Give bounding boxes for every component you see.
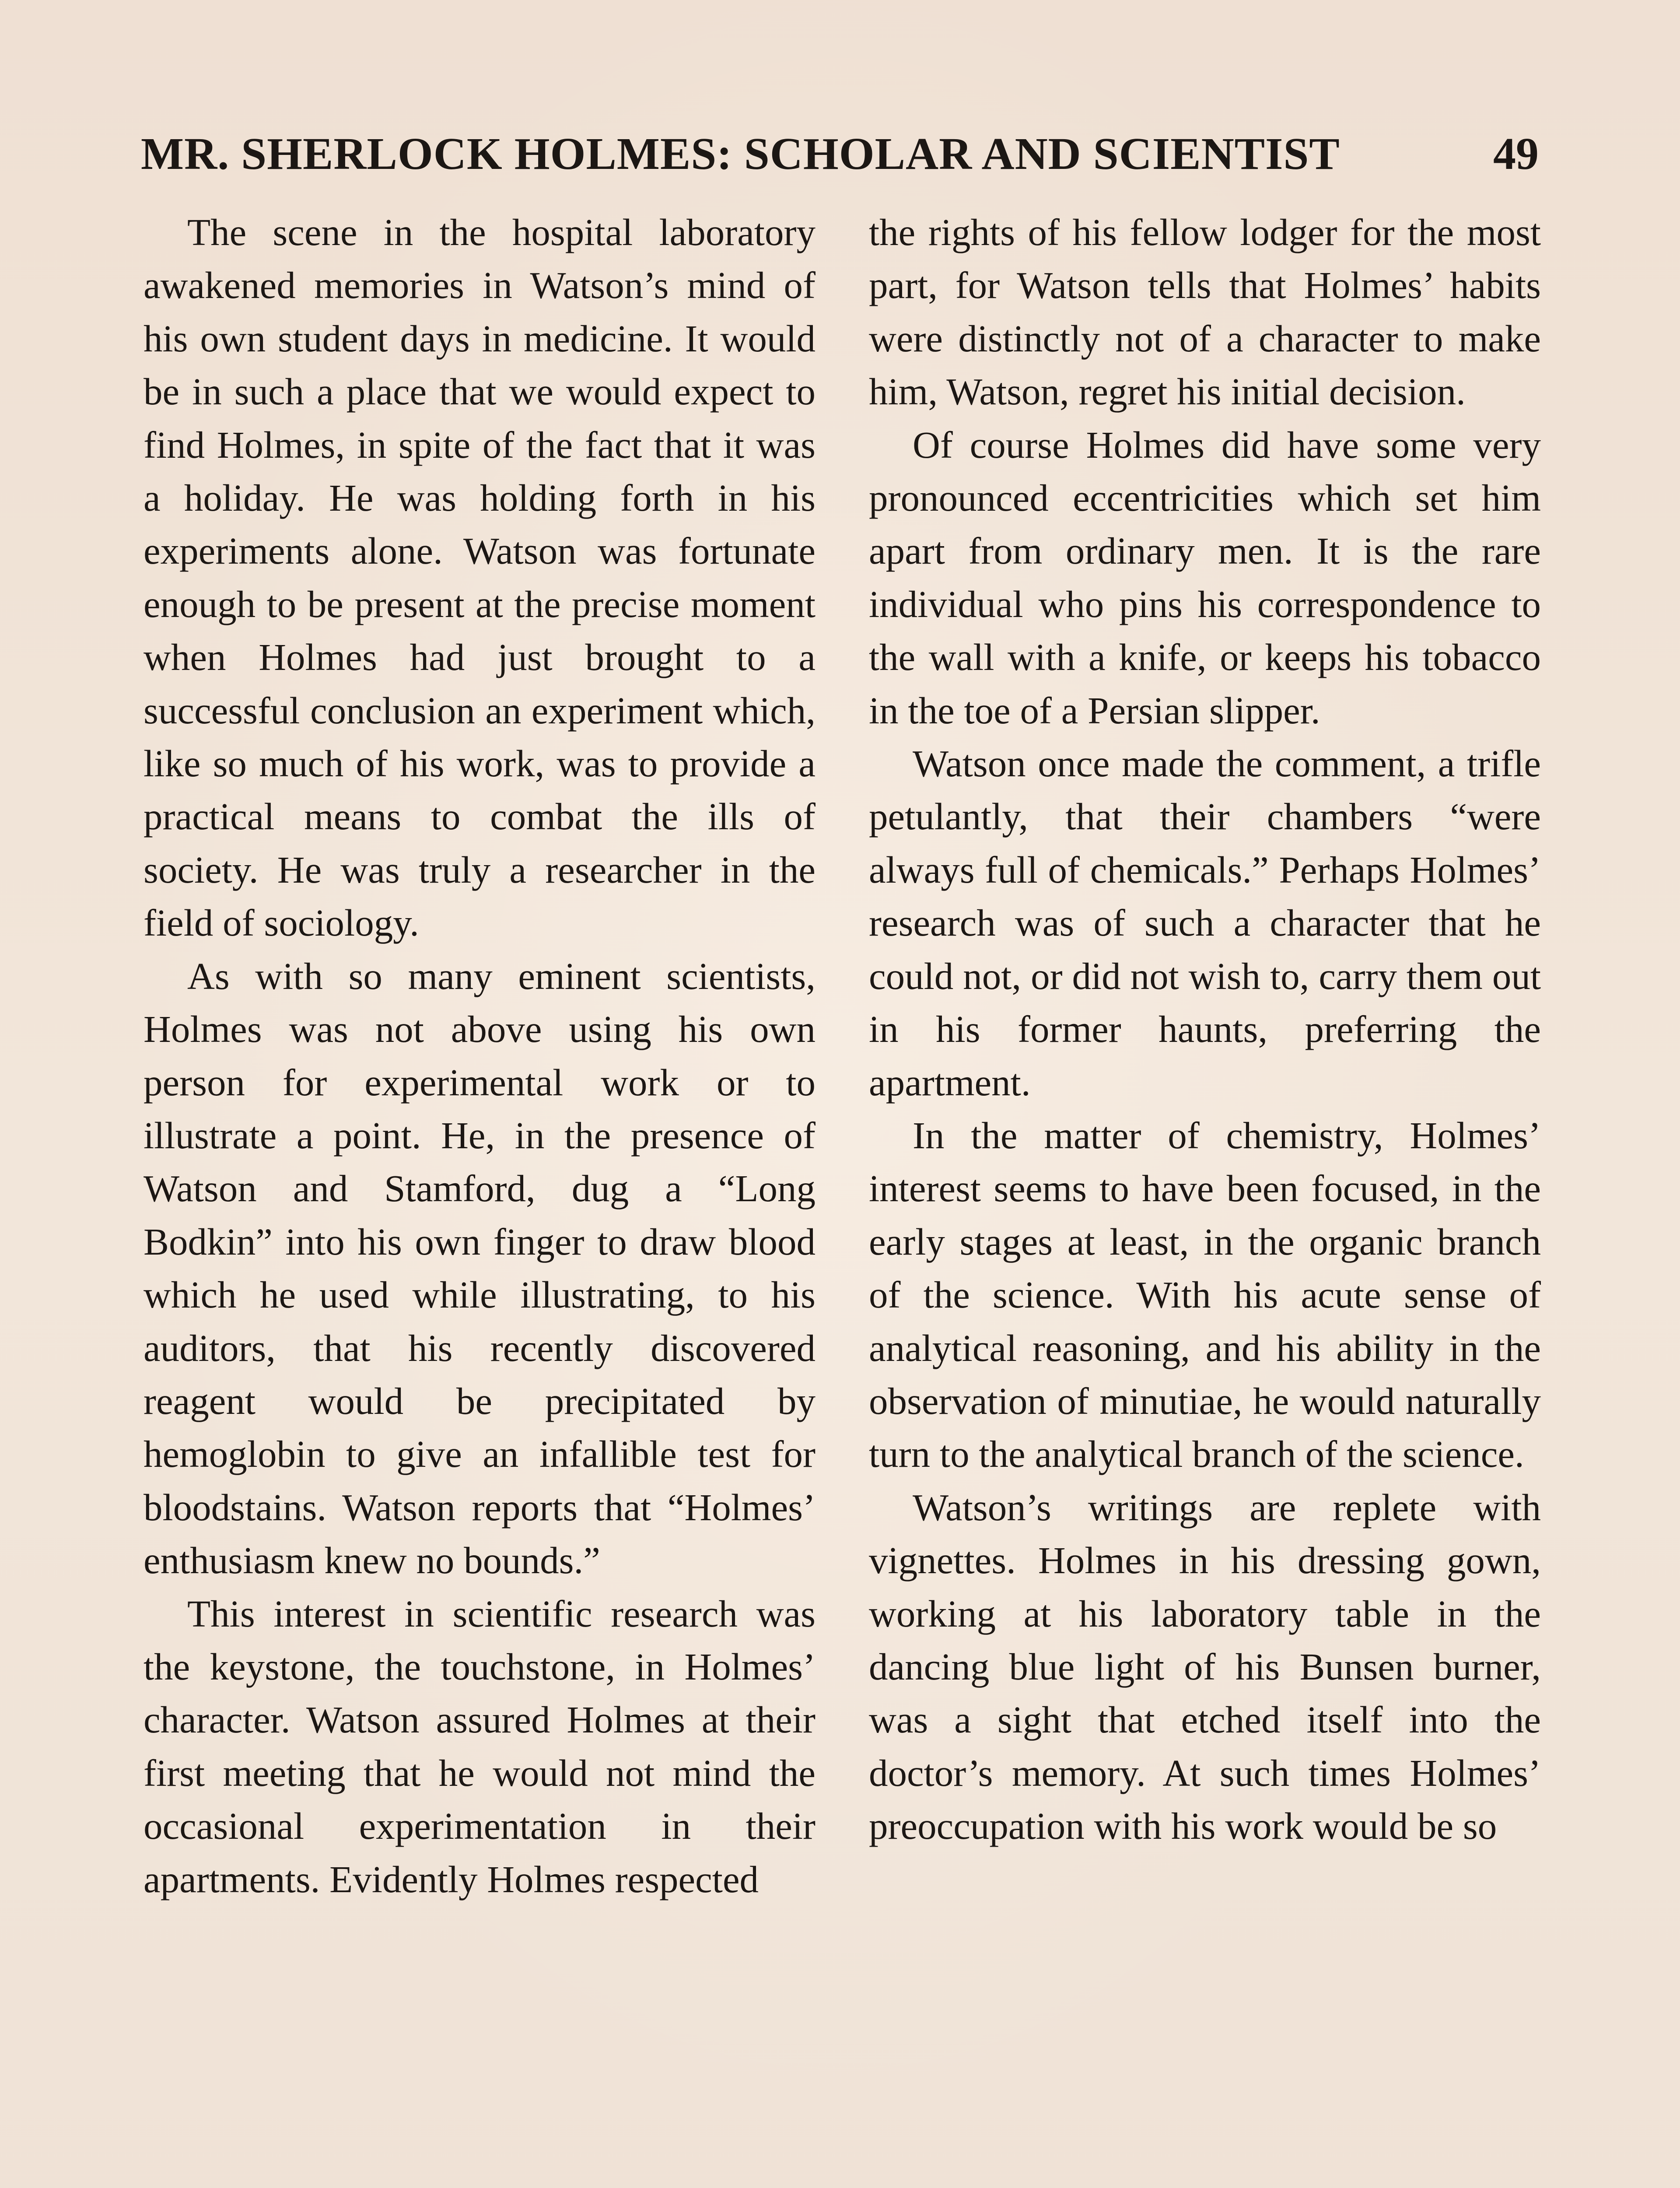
paragraph: The scene in the hospital laboratory awakened memories in Watson’s mind of his own student days in medicine. It would be in such a place that we would expect to find Holmes, in spite of the fact that it was a holiday. He was holding forth in his experiments alone. Watson was fortunate enough to be present at the precise moment when Holmes had just brought to a successful conclusion an experiment which, like so much of his work, was to provide a practical means to combat the ills of society. He was truly a researcher in the field of sociology. bbox=[144, 211, 816, 944]
running-header bbox=[141, 123, 1539, 185]
right-column bbox=[869, 206, 1541, 2188]
page-number: 49 bbox=[1493, 129, 1539, 179]
paragraph: This interest in scientific research was the keystone, the touchstone, in Holmes’ character. Watson assured Holmes at their first meeting that he would not mind the occasional experimentation in their apartments. Evidently Holmes respected bbox=[144, 1592, 816, 1900]
paragraph-continued: the rights of his fellow lodger for the most part, for Watson tells that Holmes’ habits were distinctly not of a character to make him, Watson, regret his initial decision. bbox=[869, 211, 1541, 413]
paragraph: Of course Holmes did have some very pronounced eccentricities which set him apart from ordinary men. It is the rare individual who pins his correspondence to the wall with a knife, or keeps his tobacco in the toe of a Persian slipper. bbox=[869, 423, 1541, 732]
paragraph: Watson’s writings are replete with vignettes. Holmes in his dressing gown, working at his laboratory table in the dancing blue light of his Bunsen burner, was a sight that etched itself into the doctor’s memory. At such times Holmes’ preoccupation with his work would be so bbox=[869, 1486, 1541, 1848]
left-column bbox=[144, 206, 816, 2188]
paragraph: Watson once made the comment, a trifle petulantly, that their chambers “were always full of chemicals.” Perhaps Holmes’ research was of such a character that he could not, or did not wish to, carry them out in his former haunts, preferring the apartment. bbox=[869, 742, 1541, 1104]
paragraph: As with so many eminent scientists, Holmes was not above using his own person for experimental work or to illustrate a point. He, in the presence of Watson and Stamford, dug a “Long Bodkin” into his own finger to draw blood which he used while illustrating, to his auditors, that his recently discovered reagent would be precipitated by hemoglobin to give an infallible test for bloodstains. Watson reports that “Holmes’ enthusiasm knew no bounds.” bbox=[144, 954, 816, 1582]
paragraph: In the matter of chemistry, Holmes’ interest seems to have been focused, in the early stages at least, in the organic branch of the science. With his acute sense of analytical reasoning, and his ability in the observation of minutiae, he would naturally turn to the analytical branch of the science. bbox=[869, 1114, 1541, 1476]
running-title: MR. SHERLOCK HOLMES: SCHOLAR AND SCIENTIST bbox=[141, 129, 1340, 179]
